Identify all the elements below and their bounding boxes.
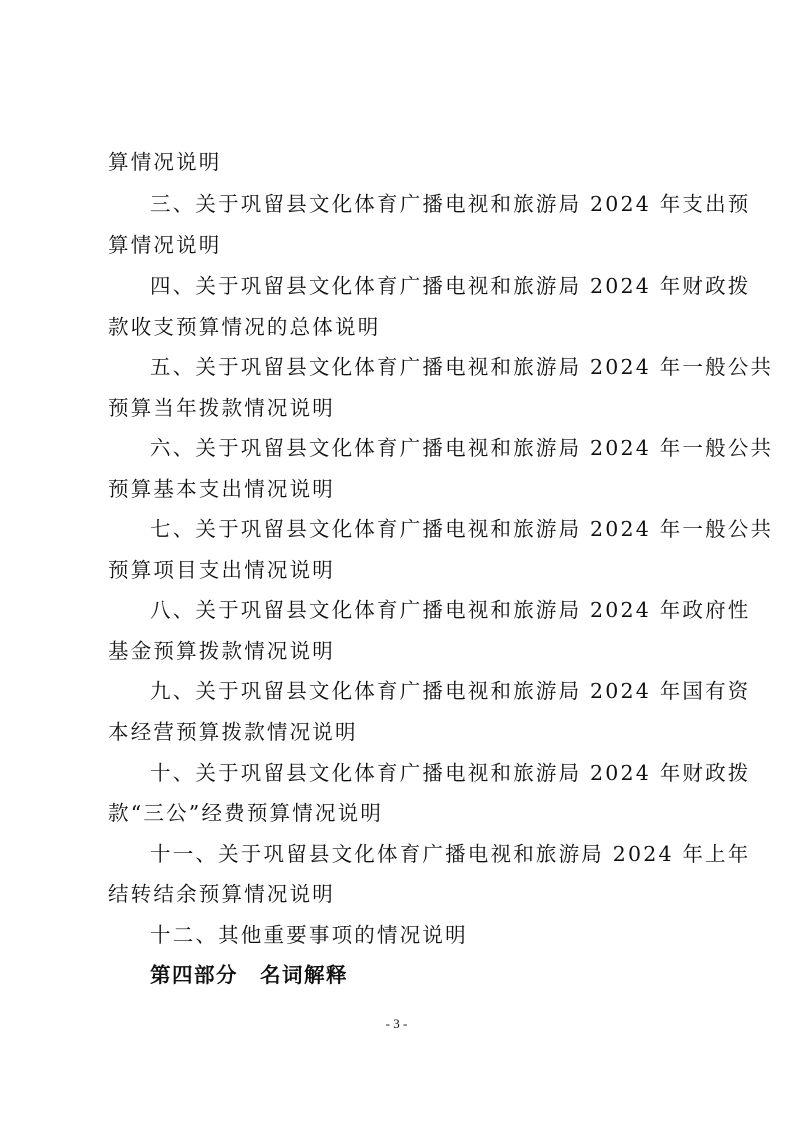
toc-item-4-continuation: 款收支预算情况的总体说明 bbox=[108, 315, 381, 339]
toc-item-11: 十一、关于巩留县文化体育广播电视和旅游局 2024 年上年 bbox=[150, 842, 751, 866]
toc-item-7: 七、关于巩留县文化体育广播电视和旅游局 2024 年一般公共 bbox=[150, 517, 774, 541]
toc-item-5: 五、关于巩留县文化体育广播电视和旅游局 2024 年一般公共 bbox=[150, 355, 774, 379]
toc-line-continuation: 算情况说明 bbox=[108, 150, 222, 174]
toc-item-9: 九、关于巩留县文化体育广播电视和旅游局 2024 年国有资 bbox=[150, 679, 751, 703]
toc-item-3-continuation: 算情况说明 bbox=[108, 233, 222, 257]
toc-item-7-continuation: 预算项目支出情况说明 bbox=[108, 558, 335, 582]
toc-item-6-continuation: 预算基本支出情况说明 bbox=[108, 477, 335, 501]
toc-item-11-continuation: 结转结余预算情况说明 bbox=[108, 882, 335, 906]
section-heading: 第四部分 名词解释 bbox=[150, 963, 348, 987]
toc-item-10: 十、关于巩留县文化体育广播电视和旅游局 2024 年财政拨 bbox=[150, 761, 751, 785]
page-number: - 3 - bbox=[385, 1016, 408, 1031]
toc-item-4: 四、关于巩留县文化体育广播电视和旅游局 2024 年财政拨 bbox=[150, 274, 751, 298]
toc-item-8-continuation: 基金预算拨款情况说明 bbox=[108, 639, 335, 663]
toc-item-3: 三、关于巩留县文化体育广播电视和旅游局 2024 年支出预 bbox=[150, 192, 751, 216]
toc-item-8: 八、关于巩留县文化体育广播电视和旅游局 2024 年政府性 bbox=[150, 598, 751, 622]
toc-item-9-continuation: 本经营预算拨款情况说明 bbox=[108, 720, 358, 744]
toc-item-12: 十二、其他重要事项的情况说明 bbox=[150, 923, 468, 947]
toc-item-10-continuation: 款“三公”经费预算情况说明 bbox=[108, 801, 384, 825]
toc-item-5-continuation: 预算当年拨款情况说明 bbox=[108, 396, 335, 420]
toc-item-6: 六、关于巩留县文化体育广播电视和旅游局 2024 年一般公共 bbox=[150, 436, 774, 460]
